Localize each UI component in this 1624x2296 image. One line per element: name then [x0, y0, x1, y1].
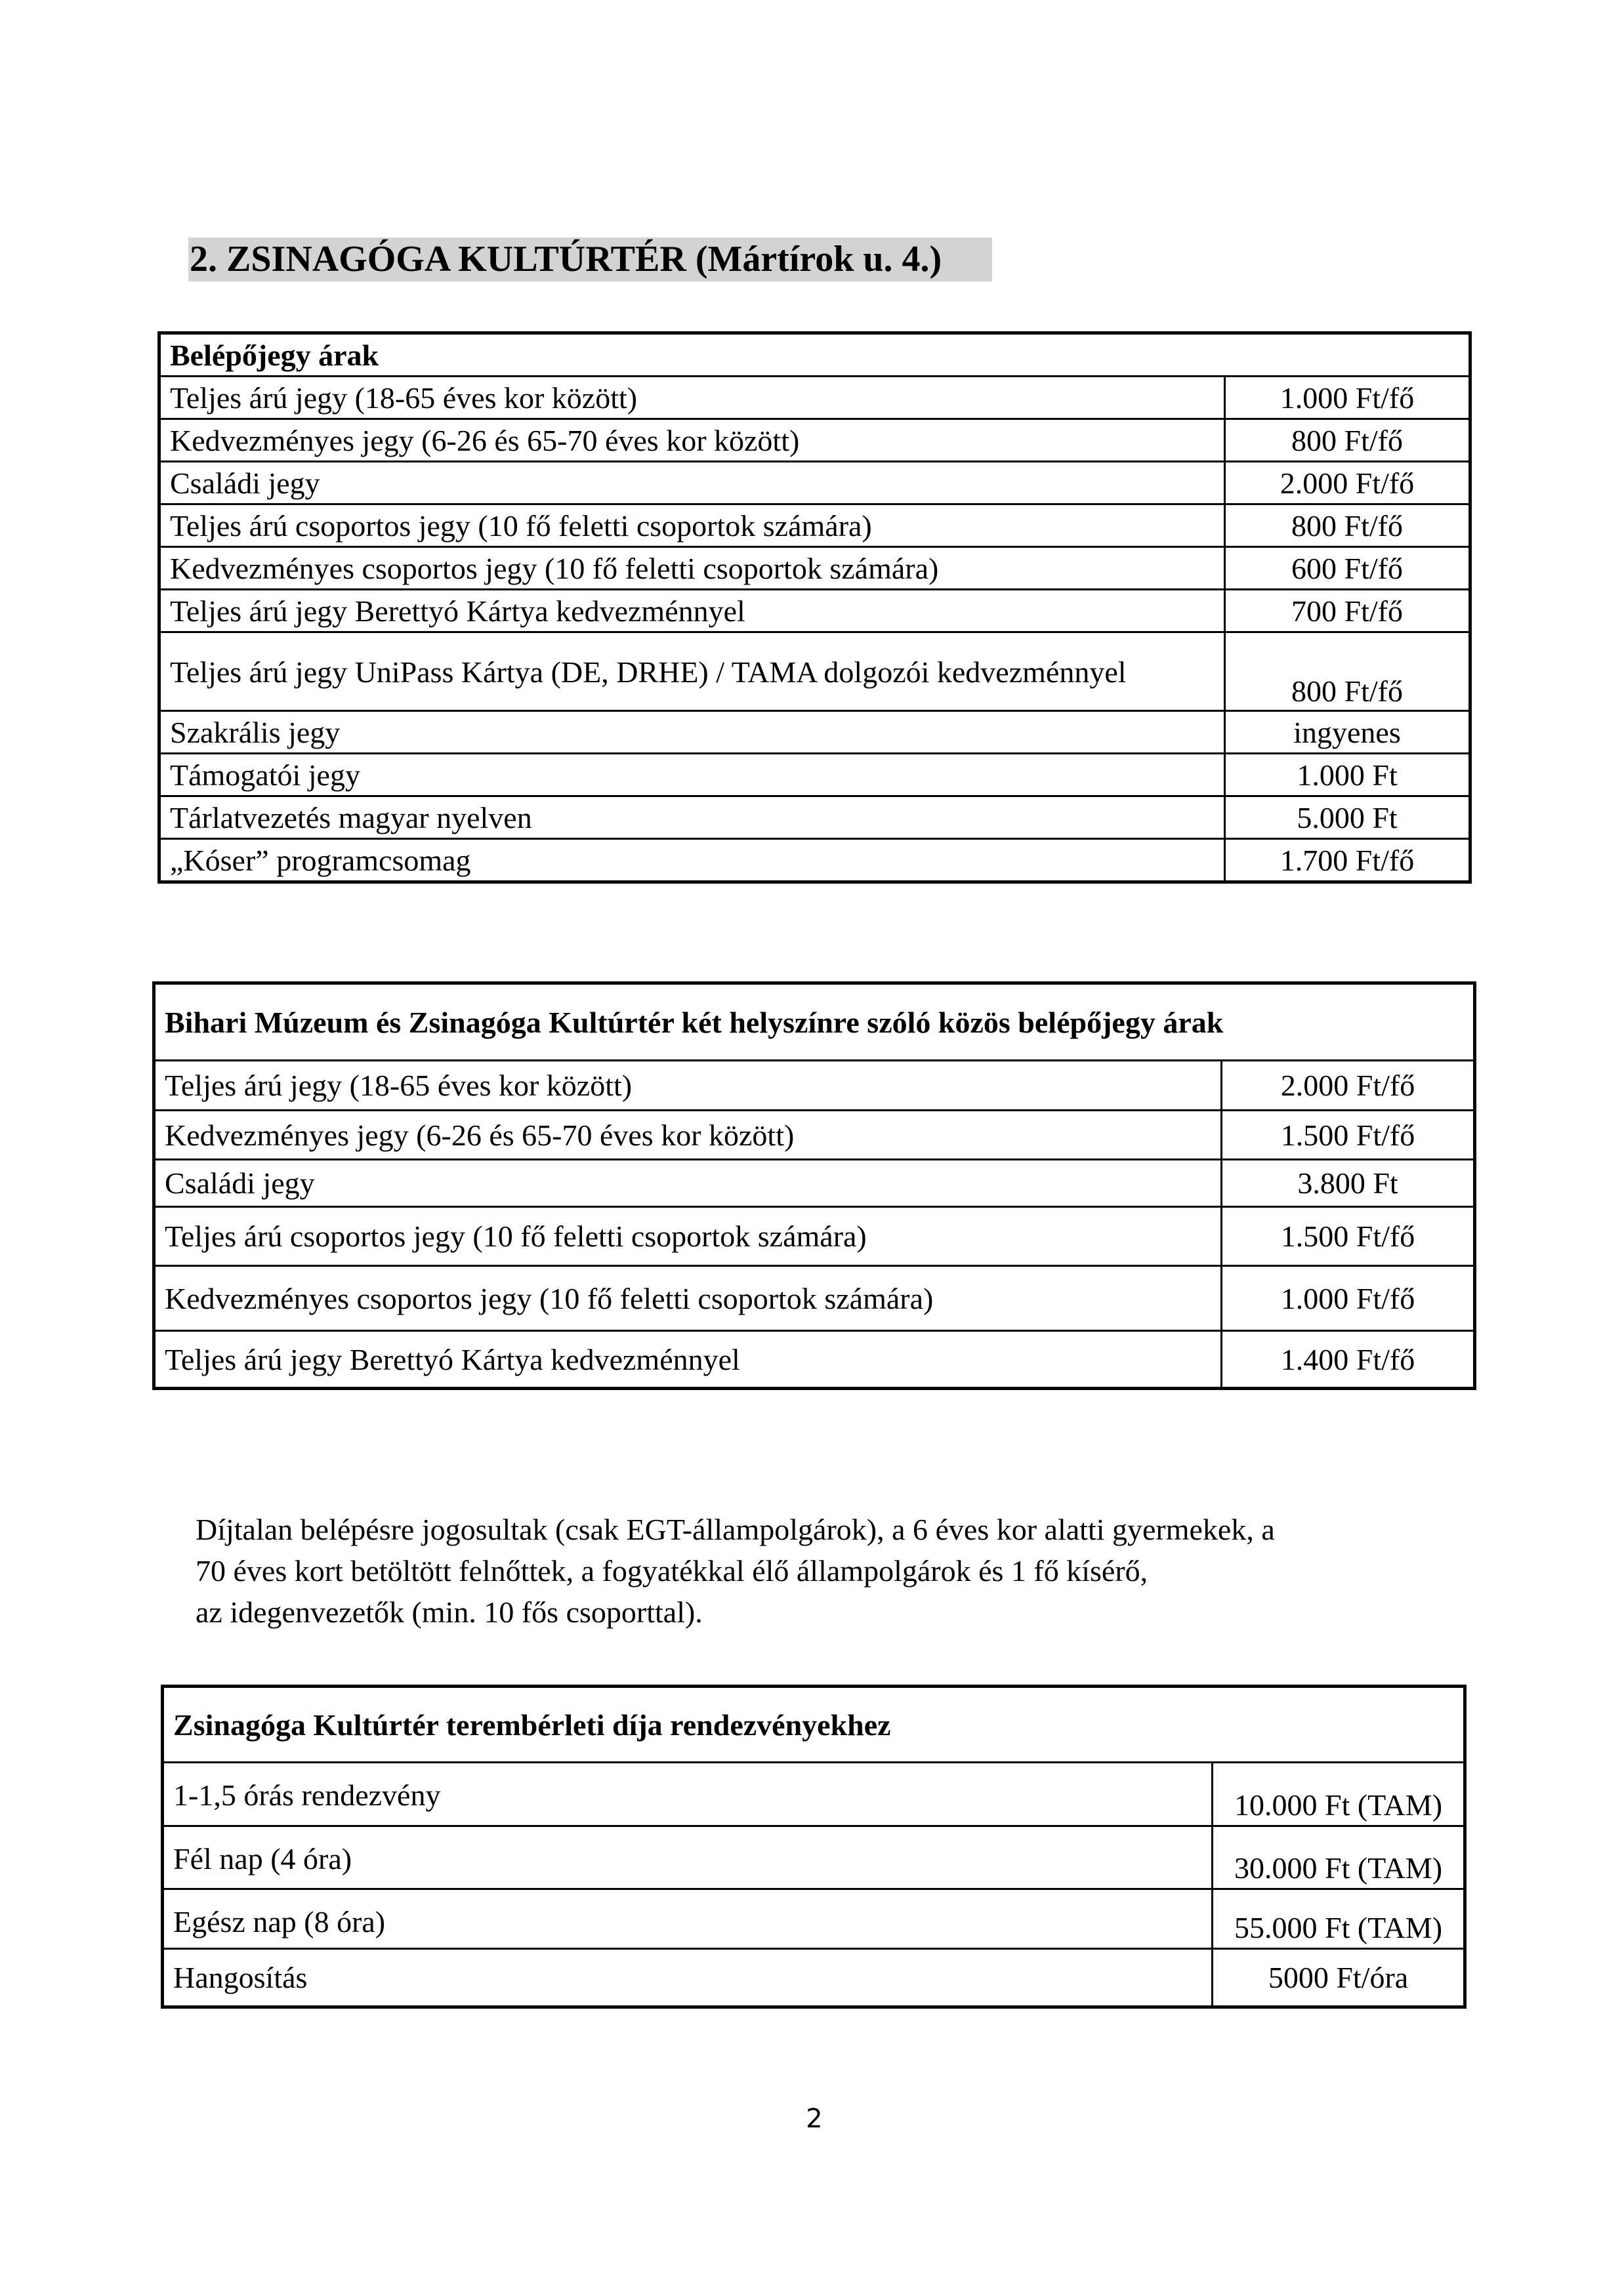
- table-header-row: [159, 333, 1470, 377]
- ticket-price: 1.500 Ft/fő: [1222, 1111, 1475, 1160]
- ticket-label: Teljes árú jegy (18-65 éves kor között): [159, 377, 1225, 419]
- table-row: [163, 1826, 1465, 1889]
- ticket-price: ingyenes: [1225, 711, 1470, 754]
- room-rental-table: [161, 1685, 1467, 2009]
- ticket-label: Teljes árú jegy UniPass Kártya (DE, DRHE) / TAMA dolgozói kedvezménnyel: [159, 632, 1225, 711]
- combined-ticket-prices-table: [152, 981, 1476, 1390]
- rental-price: 10.000 Ft (TAM): [1213, 1763, 1465, 1826]
- ticket-price: 2.000 Ft/fő: [1225, 462, 1470, 504]
- rental-label: Hangosítás: [163, 1949, 1213, 2007]
- ticket-label: Tárlatvezetés magyar nyelven: [159, 796, 1225, 839]
- ticket-price: 5.000 Ft: [1225, 796, 1470, 839]
- ticket-price: 800 Ft/fő: [1225, 504, 1470, 547]
- ticket-label: Teljes árú jegy Berettyó Kártya kedvezménnyel: [154, 1331, 1222, 1389]
- table-row: [154, 1266, 1475, 1331]
- ticket-price: 800 Ft/fő: [1225, 419, 1470, 462]
- ticket-label: Teljes árú csoportos jegy (10 fő feletti csoportok számára): [154, 1207, 1222, 1266]
- table-row: [163, 1949, 1465, 2007]
- table-row: [159, 419, 1470, 462]
- ticket-prices-table: [157, 331, 1472, 884]
- table-row: [159, 504, 1470, 547]
- ticket-price: 2.000 Ft/fő: [1222, 1061, 1475, 1111]
- table-row: [154, 1111, 1475, 1160]
- table-header: Belépőjegy árak: [159, 333, 1470, 377]
- free-entry-note: [196, 1509, 1442, 1633]
- ticket-label: Kedvezményes csoportos jegy (10 fő feletti csoportok számára): [159, 547, 1225, 590]
- table-row: [159, 590, 1470, 632]
- table-row: [159, 796, 1470, 839]
- table-row: [163, 1763, 1465, 1826]
- free-entry-line: Díjtalan belépésre jogosultak (csak EGT-állampolgárok), a 6 éves kor alatti gyermekek, a: [196, 1513, 1275, 1546]
- rental-label: Egész nap (8 óra): [163, 1889, 1213, 1949]
- ticket-price: 600 Ft/fő: [1225, 547, 1470, 590]
- ticket-label: Teljes árú jegy (18-65 éves kor között): [154, 1061, 1222, 1111]
- table-header-row: [154, 983, 1475, 1061]
- page-number: 2: [806, 2104, 823, 2134]
- ticket-label: Kedvezményes jegy (6-26 és 65-70 éves kor között): [159, 419, 1225, 462]
- table-row: [154, 1207, 1475, 1266]
- rental-price: 5000 Ft/óra: [1213, 1949, 1465, 2007]
- ticket-price: 700 Ft/fő: [1225, 590, 1470, 632]
- ticket-label: Teljes árú csoportos jegy (10 fő feletti csoportok számára): [159, 504, 1225, 547]
- ticket-price: 3.800 Ft: [1222, 1160, 1475, 1207]
- ticket-price: 1.400 Ft/fő: [1222, 1331, 1475, 1389]
- ticket-price: 1.000 Ft/fő: [1225, 377, 1470, 419]
- table-header-row: [163, 1687, 1465, 1763]
- rental-price: 55.000 Ft (TAM): [1213, 1889, 1465, 1949]
- table-row: [159, 377, 1470, 419]
- ticket-label: „Kóser” programcsomag: [159, 839, 1225, 882]
- ticket-price: 1.000 Ft: [1225, 754, 1470, 796]
- table-header: Bihari Múzeum és Zsinagóga Kultúrtér két helyszínre szóló közös belépőjegy árak: [154, 983, 1475, 1061]
- ticket-price: 1.000 Ft/fő: [1222, 1266, 1475, 1331]
- ticket-label: Szakrális jegy: [159, 711, 1225, 754]
- table-row: [154, 1160, 1475, 1207]
- table-header: Zsinagóga Kultúrtér terembérleti díja rendezvényekhez: [163, 1687, 1465, 1763]
- table-row: [159, 547, 1470, 590]
- ticket-price: 1.500 Ft/fő: [1222, 1207, 1475, 1266]
- table-row: [159, 839, 1470, 882]
- table-row: [159, 462, 1470, 504]
- ticket-price: 1.700 Ft/fő: [1225, 839, 1470, 882]
- rental-label: Fél nap (4 óra): [163, 1826, 1213, 1889]
- table-row: [159, 754, 1470, 796]
- rental-price: 30.000 Ft (TAM): [1213, 1826, 1465, 1889]
- ticket-label: Teljes árú jegy Berettyó Kártya kedvezménnyel: [159, 590, 1225, 632]
- table-row: [154, 1331, 1475, 1389]
- table-row: [159, 711, 1470, 754]
- table-row: [154, 1061, 1475, 1111]
- ticket-label: Kedvezményes jegy (6-26 és 65-70 éves kor között): [154, 1111, 1222, 1160]
- ticket-label: Családi jegy: [159, 462, 1225, 504]
- free-entry-line: az idegenvezetők (min. 10 fős csoporttal).: [196, 1595, 703, 1629]
- page-title: 2. ZSINAGÓGA KULTÚRTÉR (Mártírok u. 4.): [188, 237, 992, 281]
- table-row: [159, 632, 1470, 711]
- free-entry-line: 70 éves kort betöltött felnőttek, a fogyatékkal élő állampolgárok és 1 fő kísérő,: [196, 1554, 1148, 1588]
- ticket-label: Támogatói jegy: [159, 754, 1225, 796]
- table-row: [163, 1889, 1465, 1949]
- ticket-label: Kedvezményes csoportos jegy (10 fő feletti csoportok számára): [154, 1266, 1222, 1331]
- ticket-price: 800 Ft/fő: [1225, 632, 1470, 711]
- ticket-label: Családi jegy: [154, 1160, 1222, 1207]
- rental-label: 1-1,5 órás rendezvény: [163, 1763, 1213, 1826]
